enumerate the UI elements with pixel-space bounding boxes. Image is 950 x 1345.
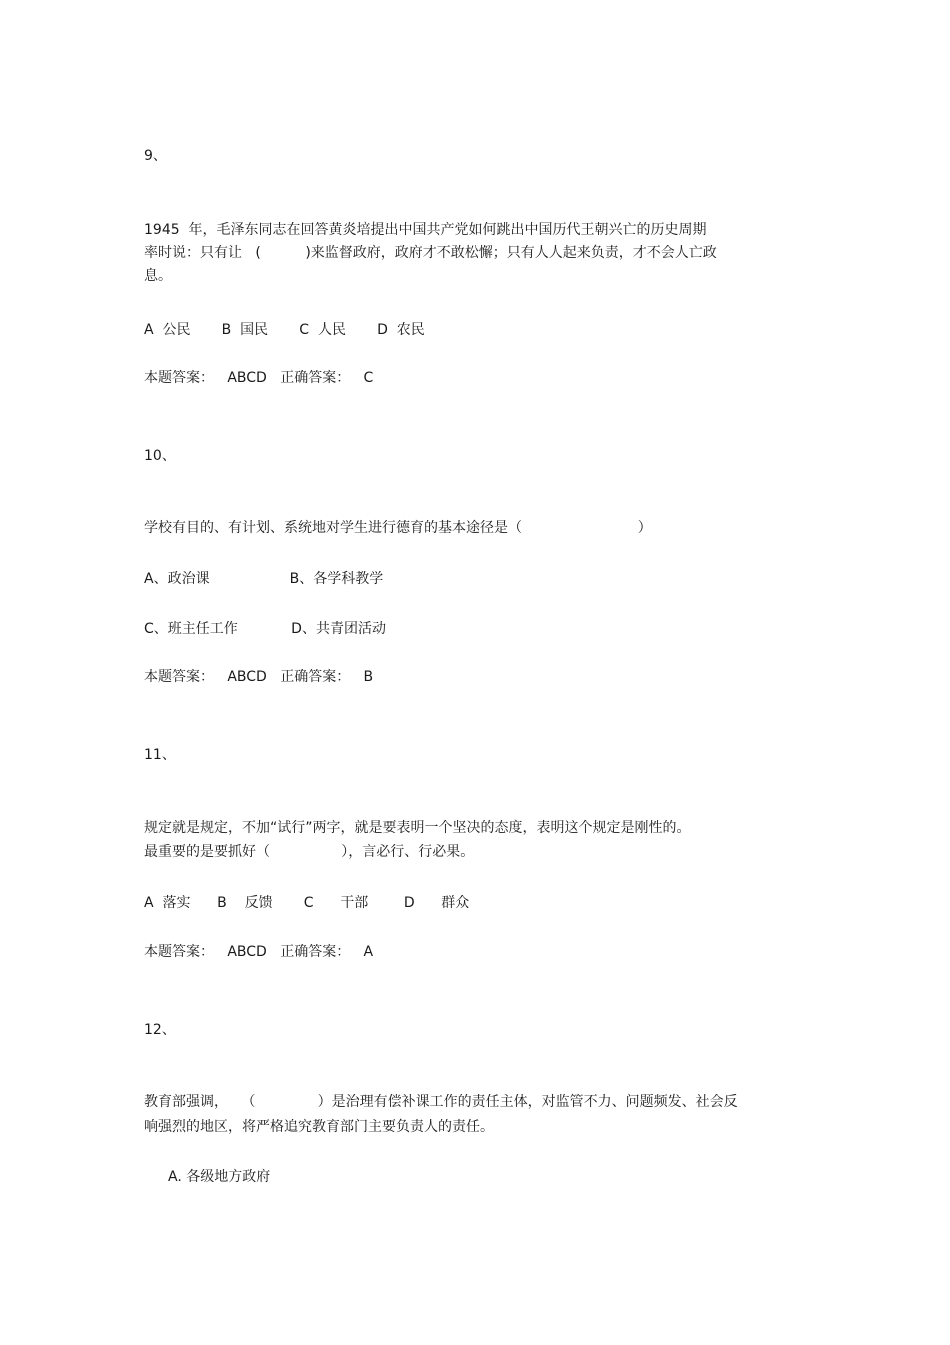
question-stem-line: 1945 年，毛泽东同志在回答黄炎培提出中国共产党如何跳出中国历代王朝兴亡的历史周期 xyxy=(144,222,707,238)
question-options: A 公民 B 国民 C 人民 D 农民 xyxy=(144,322,425,338)
question-stem-line: 息。 xyxy=(144,268,172,284)
question-options: A 落实 B 反馈 C 干部 D 群众 xyxy=(144,895,470,911)
question-stem-line: 率时说：只有让 ( )来监督政府，政府才不敢松懈；只有人人起来负责，才不会人亡政 xyxy=(144,245,717,261)
question-stem-line: 教育部强调， （ ）是治理有偿补课工作的责任主体，对监管不力、问题频发、社会反 xyxy=(144,1094,738,1110)
question-options: A、政治课 B、各学科教学 xyxy=(144,571,384,587)
question-stem-line: 最重要的是要抓好（ ），言必行、行必果。 xyxy=(144,844,475,860)
question-number: 12、 xyxy=(144,1022,176,1038)
answer-line: 本题答案： ABCD 正确答案： A xyxy=(144,944,374,960)
answer-line: 本题答案： ABCD 正确答案： B xyxy=(144,669,374,685)
question-options: C、班主任工作 D、共青团活动 xyxy=(144,621,386,637)
question-stem-line: 响强烈的地区，将严格追究教育部门主要负责人的责任。 xyxy=(144,1119,494,1135)
question-number: 10、 xyxy=(144,448,176,464)
question-stem-line: 规定就是规定，不加“试行”两字，就是要表明一个坚决的态度，表明这个规定是刚性的。 xyxy=(144,820,691,836)
question-number: 11、 xyxy=(144,747,176,763)
question-stem-line: 学校有目的、有计划、系统地对学生进行德育的基本途径是（ ） xyxy=(144,520,652,536)
question-number: 9、 xyxy=(144,148,167,164)
question-options: A. 各级地方政府 xyxy=(168,1169,271,1185)
answer-line: 本题答案： ABCD 正确答案： C xyxy=(144,370,374,386)
